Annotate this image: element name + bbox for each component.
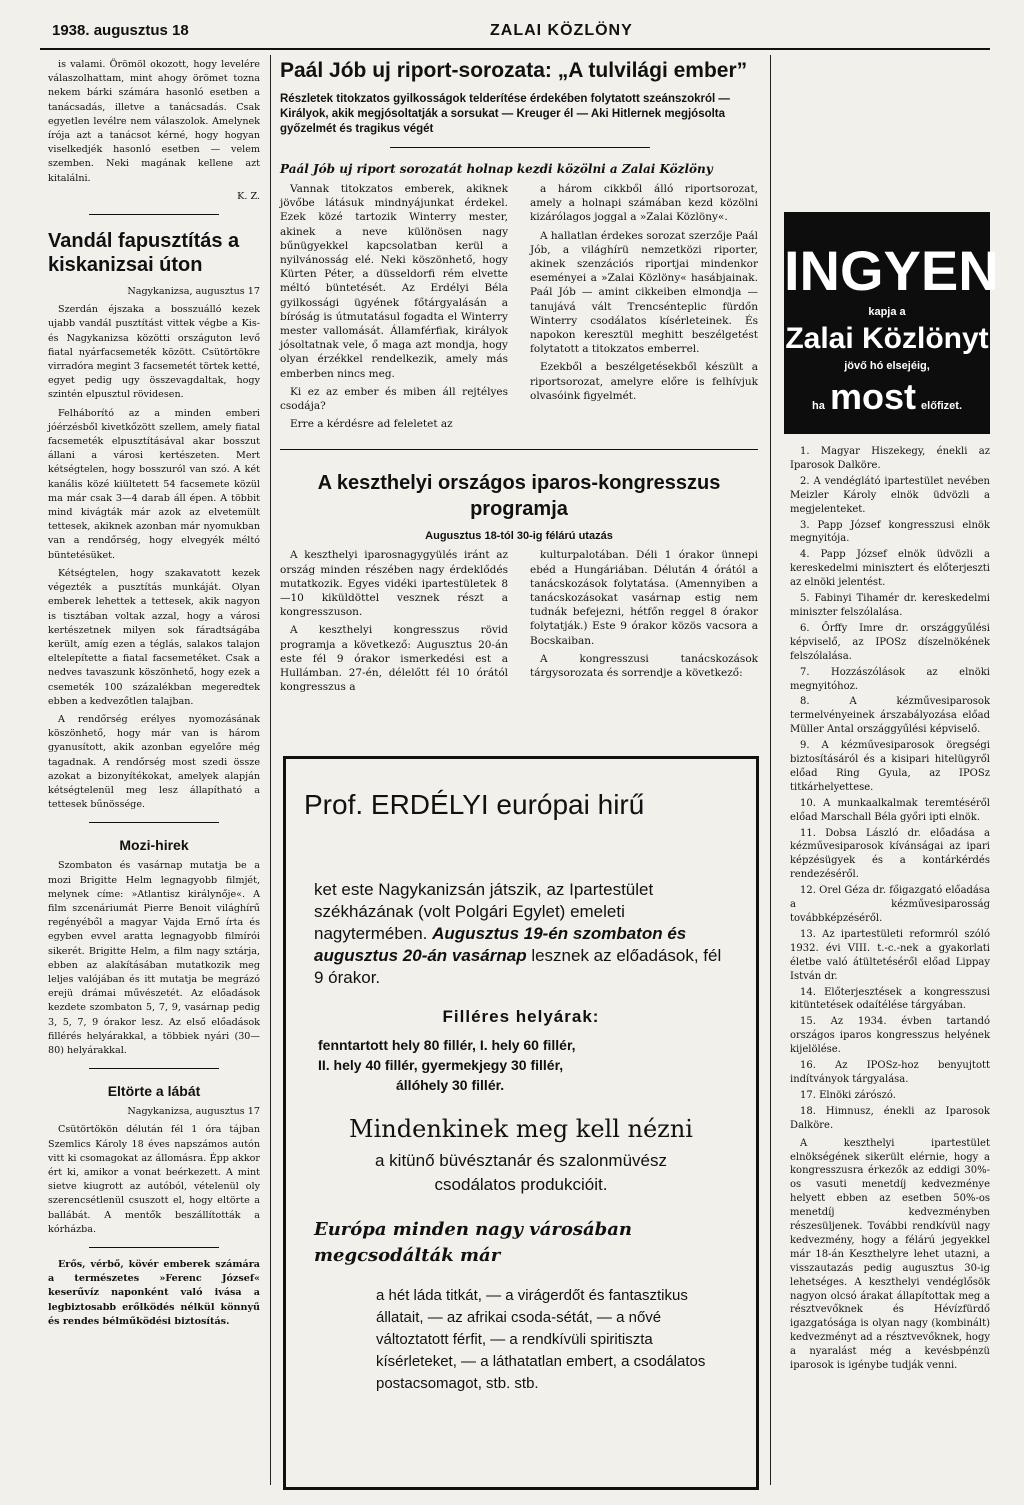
issue-date: 1938. augusztus 18 (52, 22, 189, 39)
advert-line: előfizet. (921, 400, 962, 412)
price-line: állóhely 30 fillér. (396, 1077, 505, 1093)
list-item: 11. Dobsa László dr. előadása a kézművesiparosok kívánságai az ipari képzésügyek és a kontárkérdés rendezéséről. (790, 827, 990, 881)
list-item: 17. Elnöki zárószó. (800, 1089, 896, 1101)
newspaper-name: ZALAI KÖZLÖNY (490, 22, 633, 39)
list-item: 8. A kézművesiparosok termelvényeinek árszabályozása előad Müller Antal országgyűlési képviselő. (790, 696, 990, 736)
list-item: 16. Az IPOSz-hoz benyujtott indítványok tárgyalása. (790, 1060, 990, 1085)
advert-slogan: Mindenkinek meg kell nézni (349, 1115, 693, 1143)
list-item: 3. Papp József kongresszusi elnök megnyitója. (790, 519, 990, 545)
list-item: 18. Himnusz, énekli az Iparosok Dalköre. (790, 1105, 990, 1131)
kongresszus-subheadline: Augusztus 18-tól 30-ig félárú utazás (425, 530, 613, 543)
list-item: 6. Őrffy Imre dr. országgyűlési képviselő, az IPOSz díszelnökének felszólalása. (790, 622, 990, 662)
list-item: 13. Az ipartestületi reformról szóló 1932. évi VIII. t.-c.-nek a gyakorlati életbe való átültetéséről előad Lippay István dr. (790, 928, 990, 982)
advert-dates: Augusztus 19-én szombaton és augusztus 20-án vasárnap (314, 924, 687, 965)
divider (390, 147, 650, 148)
list-item: 15. Az 1934. évben tartandó országos iparos kongresszus helyének kijelölése. (790, 1016, 990, 1056)
price-line: II. hely 40 fillér, gyermekjegy 30 fillér, (318, 1057, 564, 1073)
divider (89, 822, 219, 823)
advert-line: jövő hó elsejéig, (844, 360, 930, 372)
article-paragraph: Csütörtökön délután fél 1 óra tájban Szemlics Károly 18 éves napszámos autón vitt ki csomagokat az állomásra. Épp akkor ért ki, amikor a vonat beérkezett. A mint sietve kiugrott az autóból, vételenül oly szerencsétlenül csuszott el, hogy eltörte a ballábát. A mentők beszállították a kórházba. (48, 1124, 260, 1235)
serial-body (280, 182, 758, 435)
advert-list: a hét láda titkát, — a virágerdőt és fantasztikus állatait, — az afrikai csoda-sétát, — a nővé változtatott férfit, — a rendkívüli spiritiszta kísérleteket, — a láthatatlan embert, a csodálatos postacsomagot, stb. stb. (376, 1287, 706, 1392)
article-paragraph: Szerdán éjszaka a bosszuálló kezek ujabb vandál pusztítást vittek végbe a Kis- és Nagykanizsa közötti országuton levő fiatal nyárfacsemeték között. Csütörtökre virradóra megint 3 facsemetét törtek ketté, egyet pedig ugy összevagdaltak, hogy szintén elpusztul rövidesen. (48, 304, 260, 401)
divider (89, 214, 219, 215)
article-paragraph: Felháborító az a minden emberi jóérzésből kivetkőzött szellem, amely fiatal facsemeték elpusztításával akar bosszut állani a városi kertészeten. Mert kétségtelen, hogy bosszuról van szó. A két kanális közé kiültetett 54 facsemete közül ma már csak 3—4 darab áll épen. A többit mind kivágták már azok az elvetemült tettesek, akiknek azonban már nyomukban van a rendőrség, hogy elvegyék méltó büntetésüket. (48, 407, 260, 561)
article-paragraph: Erre a kérdésre ad feleletet az (290, 418, 453, 431)
article-paragraph: A keszthelyi iparosnagygyülés iránt az ország minden részében nagy érdeklődés mutatkozik. Egyes vidéki ipartestületek 8—10 kiküldöttel vesznek részt a kongresszuson. (280, 549, 508, 619)
headline-eltorte: Eltörte a lábát (107, 1083, 201, 1100)
advert-note: Erős, vérbő, kövér emberek számára a természetes »Ferenc József« keserűvíz naponként való ivása a legbiztosabb erőlködés nélkül könnyű és rendes bélműködési biztosítás. (48, 1259, 260, 1327)
kongresszus-headline: A keszthelyi országos iparos-kongresszus programja (317, 472, 721, 521)
advert-emphasis: most (829, 376, 916, 417)
article-paragraph: A keszthelyi kongresszus rövid programja a következő: Augusztus 20-án este fél 9 órakor ismerkedési est a Hullámban. 27-én, délelőtt fél 10 órától kongresszus a (280, 624, 508, 694)
headline-vandal: Vandál fapusztítás a kiskanizsai úton (48, 230, 240, 277)
divider (89, 1068, 219, 1069)
advert-emphasis: Európa minden nagy városában megcsodálták már (314, 1219, 632, 1266)
article-paragraph: A kongresszusi tanácskozások tárgysorozata és sorrendje a következő: (530, 652, 758, 680)
article-paragraph: A rendőrség erélyes nyomozásának köszönhető, hogy már van is három gyanusított, akik azonban egyelőre még tagadnak. A rendőrség most szedi össze azokat a bizonyítékokat, amelyek alapján kétségtelenül meg lesz állapítható a tettesek bűnössége. (48, 713, 260, 811)
article-paragraph: Ezekből a beszélgetésekből készült a riportsorozat, amelyre előre is felhívjuk olvasóink figyelmét. (530, 361, 758, 402)
article-paragraph: kulturpalotában. Déli 1 órakor ünnepi ebéd a Hungáriában. Délután 4 órától a tanácskozások folytatása. (Amennyiben a tanácskozásokat vasárnap estig nem tudnák befejezni, hétfőn reggel 8 órakor folytatják.) Este 9 órakor közös vacsora a Bocskaiban. (530, 549, 758, 647)
price-heading: Filléres helyárak: (442, 1007, 600, 1026)
list-item: 14. Előterjesztések a kongresszusi kitüntetések odaítélése tárgyában. (790, 986, 990, 1012)
page-header (40, 20, 990, 50)
advert-line: kapja a (868, 306, 906, 318)
subscription-advert (784, 212, 999, 434)
serial-headline: Paál Jób uj riport-sorozata: „A tulvilági ember” (280, 59, 748, 82)
dateline: Nagykanizsa, augusztus 17 (127, 286, 260, 298)
advert-line: lesznek az előadások, fél 9 órakor. (314, 946, 722, 987)
divider (280, 449, 758, 450)
advert-title: Prof. ERDÉLYI európai hirű (304, 789, 645, 820)
advert-line: ket este Nagykanizsán játszik, az Ipartestület székházának (volt Polgári Egylet) emeleti nagytermében. (314, 880, 654, 943)
advert-text (314, 879, 728, 989)
dateline: Nagykanizsa, augusztus 17 (127, 1106, 260, 1118)
advert-big-word: INGYEN (784, 239, 999, 302)
article-paragraph: Vannak titokzatos emberek, akiknek jövőbe látásuk mindnyájunkat érdekel. Ezek közé tartozik Winterry mester, akinek a neve különösen nagy bűnügyekkel kapcsolatban kerül a nyilvánosság elé. Neki köszönhető, hogy Kürten Péter, a düsseldorfi rém elvette méltó büntetését. Az Erdélyi Béla gyilkossági ügyének főtárgyalásán a bíróság is útmutatásul fogadta el Winterry mester vallomását. Államférfiak, királyok jósoltatnak vele, ő maga azt mondja, hogy olyan érzékkel rendelkezik, amely más emberben nincs meg. (280, 183, 508, 380)
article-paragraph: Szombaton és vasárnap mutatja be a mozi Brigitte Helm legnagyobb filmjét, melynek címe: »Atlantisz királynője«. A film szcenáriumát Pierre Benoit világhírű regényéből a magyar Vajda Ernő írta és egyben evvel aratta legnagyobb filmírói sikerét. Brigitte Helm, a film nagy sztárja, ebben az alakításában mutatkozik meg leljes valójában és itt mutatja be megrázó erejü drámai művészetét. Az előadások kezdete szombaton 5, 7, 9, vasárnap pedig 3, 5, 7, 9 órakor lesz. Az első előadások fillérés helyárakkal, a többiek nyári (30—80) helyárakkal. (48, 860, 260, 1056)
divider (89, 1247, 219, 1248)
article-paragraph: Ki ez az ember és miben áll rejtélyes csodája? (280, 385, 508, 413)
list-item: 4. Papp József elnök üdvözli a kereskedelmi minisztert és előterjeszti az elnöki jelentést. (790, 549, 990, 589)
list-item: 5. Fabinyi Tihamér dr. kereskedelmi miniszter felszólalása. (790, 593, 990, 618)
list-item: 1. Magyar Hiszekegy, énekli az Iparosok Dalköre. (790, 446, 990, 471)
letter-text: is valami. Örömöl okozott, hogy levelére válaszolhattam, mint ahogy örömet tozna nekem bárki számára hasonló esetben a tanácsadás, illetve a tanácsadás. Csak egyetlen levélre nem válaszolok. Amelynek írója azt a tanácsot kérné, hogy hogyan viselkedjék hasonló esetben — velem szemben. Neki magának kellene azt kitalálni. (48, 59, 260, 184)
list-item: 2. A vendéglátó ipartestület nevében Meizler Károly elnök üdvözli a megjelenteket. (790, 475, 990, 515)
magician-advert (283, 756, 759, 1490)
list-item: 7. Hozzászólások az elnöki megnyitóhoz. (790, 666, 990, 692)
advert-line: ha (812, 400, 825, 412)
program-column (790, 445, 990, 1377)
article-paragraph: Kétségtelen, hogy szakavatott kezek végezték a pusztítás munkáját. Olyan emberek lehettek a tettesek, akik nagyon is tisztában voltak azzal, hogy a városi kertészetnek milyen sok fáradtságába került, amíg ezen a téglás, salakos talajon eltelepítette a fiatal facsemetéket. Csak a nedves tavaszunk köszönhető, hogy ezek a csemeték 100 százalékban megeredtek ebben a kedvezőtlen talajban. (48, 567, 260, 707)
kongresszus-body (280, 548, 758, 698)
list-item: 9. A kézművesiparosok öregségi biztosításáról és a kisipari hitelügyről előad Ring Gyula, az IPOSz titkárhelyettese. (790, 740, 990, 793)
serial-intro: Paál Jób uj riport sorozatát holnap kezdi közölni a Zalai Közlöny (280, 162, 713, 176)
column-divider (770, 55, 771, 1485)
list-item: 12. Orel Géza dr. főigazgató előadása a kézművesiparosság továbbképzéséről. (790, 885, 990, 924)
price-line: fenntartott hely 80 fillér, I. hely 60 fillér, (318, 1037, 576, 1053)
program-list (790, 445, 990, 1133)
headline-mozi: Mozi-hirek (119, 837, 189, 854)
article-paragraph: A keszthelyi ipartestület elnökségének sikerült elérnie, hogy a kongresszusra érkezők az eddigi 30%-os vasuti menetdíj kedvezménye helyett ebben az esetben 50%-os menetdíj kedvezményben részesüljenek. További rendkívül nagy kedvezmény, hogy a félárú jegyekkel már 18-án Keszthelyre lehet utazni, a visszautazás pedig augusztus 30-ig lehetséges. A keszthelyi vendéglősök nagyon olcsó árakat állapítottak meg a résztvevőknek és Hévízfürdő igazgatósága is olyan nagy (kombinált) kedvezményt ad a résztvevőknek, hogy a nyaralást még a kevésbpénzü iparosok is igénybe tudják venni. (790, 1137, 990, 1372)
article-paragraph: A hallatlan érdekes sorozat szerzője Paál Jób, a világhírü nemzetközi riporter, akinek szenzációs riportjai mindenkor eseményei a »Zalai Közlöny« hasábjainak. Paál Jób — amint cikkeiben elmondja — tanujává vált Trencsénteplic fürdőn Winterry csodálatos kísérleteinek. És napokon keresztül meghitt beszélgetést folytatott a titokzatos emberrel. (530, 229, 759, 356)
left-column (48, 58, 260, 1333)
advert-line: csodálatos produkcióit. (434, 1175, 608, 1194)
signature: K. Z. (237, 190, 260, 202)
list-item: 10. A munkaalkalmak teremtéséről előad Marschall Béla győri ipti elnök. (790, 797, 990, 823)
middle-column (280, 58, 758, 698)
advert-line: a kitünő büvésztanár és szalonmüvész (375, 1151, 667, 1170)
article-paragraph: a három cikkből álló riportsorozat, amely a holnapi számában kezd közölni kizárólagos joggal a »Zalai Közlöny«. (530, 183, 758, 224)
serial-subheadline: Részletek titokzatos gyilkosságok telderítése érdekében folytatott szeánszokról — Királyok, akik megjósoltatják a sorsukat — Kreuger él — Aki Hitlernek megjósolta győzelmét és tragikus végét (280, 93, 730, 135)
advert-paper-name: Zalai Közlönyt (785, 322, 989, 355)
column-divider (270, 55, 271, 1485)
